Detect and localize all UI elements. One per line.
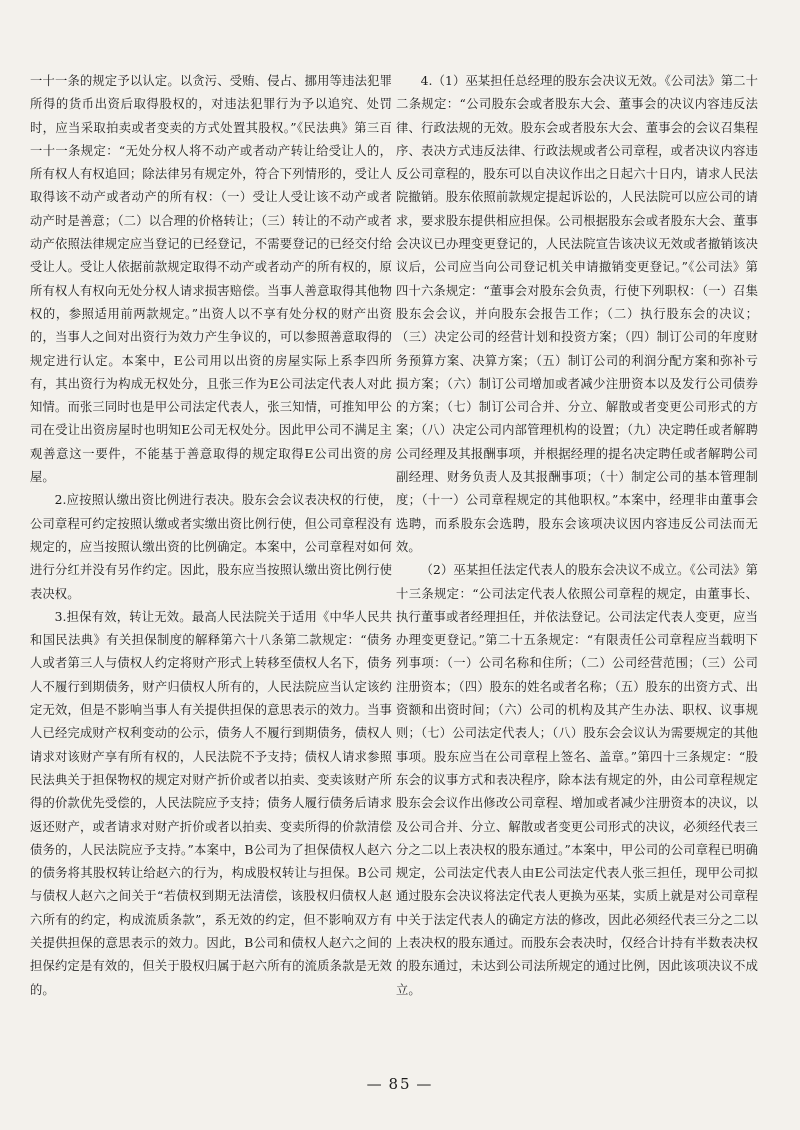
- page-number: 85: [388, 1075, 412, 1093]
- paragraph: 一十一条的规定予以认定。以贪污、受贿、侵占、挪用等违法犯罪所得的货币出资后取得股权的，对违法犯罪行为予以追究、处罚时，应当采取拍卖或者变卖的方式处置其股权。”《民法典》第三百一十一条规定：“无处分权人将不动产或者动产转让给受让人的，所有权人有权追回；除法律另有规定外，符合下列情形的，受让人取得该不动产或者动产的所有权：（一）受让人受让该不动产或者动产时是善意；（二）以合理的价格转让；（三）转让的不动产或者动产依照法律规定应当登记的已经登记，不需要登记的已经交付给受让人。受让人依据前款规定取得不动产或者动产的所有权的，原所有权人有权向无处分权人请求损害赔偿。当事人善意取得其他物权的，参照适用前两款规定。”出资人以不享有处分权的财产出资的，当事人之间对出资行为效力产生争议的，可以参照善意取得的规定进行认定。本案中，E公司用以出资的房屋实际上系李四所有，其出资行为构成无权处分，且张三作为E公司法定代表人对此知情。而张三同时也是甲公司法定代表人，张三知情，可推知甲公司在受让出资房屋时也明知E公司无权处分。因此甲公司不满足主观善意这一要件，不能基于善意取得的规定取得E公司出资的房屋。: [30, 74, 392, 485]
- footer-dash-right: —: [416, 1075, 434, 1093]
- page-footer: [0, 1075, 800, 1093]
- right-column: [396, 70, 758, 1002]
- footer-dash-left: —: [366, 1075, 384, 1093]
- paragraph: 4.（1）巫某担任总经理的股东会决议无效。《公司法》第二十二条规定：“公司股东会或者股东大会、董事会的决议内容违反法律、行政法规的无效。股东会或者股东大会、董事会的会议召集程序、表决方式违反法律、行政法规或者公司章程，或者决议内容违反公司章程的，股东可以自决议作出之日起六十日内，请求人民法院撤销。股东依照前款规定提起诉讼的，人民法院可以应公司的请求，要求股东提供相应担保。公司根据股东会或者股东大会、董事会决议已办理变更登记的，人民法院宣告该决议无效或者撤销该决议后，公司应当向公司登记机关申请撤销变更登记。”《公司法》第四十六条规定：“董事会对股东会负责，行使下列职权：（一）召集股东会会议，并向股东会报告工作；（二）执行股东会的决议；（三）决定公司的经营计划和投资方案；（四）制订公司的年度财务预算方案、决算方案；（五）制订公司的利润分配方案和弥补亏损方案；（六）制订公司增加或者减少注册资本以及发行公司债券的方案；（七）制订公司合并、分立、解散或者变更公司形式的方案；（八）决定公司内部管理机构的设置；（九）决定聘任或者解聘公司经理及其报酬事项，并根据经理的提名决定聘任或者解聘公司副经理、财务负责人及其报酬事项；（十）制定公司的基本管理制度；（十一）公司章程规定的其他职权。”本案中，经理非由董事会选聘，而系股东会选聘，股东会该项决议因内容违反公司法而无效。: [396, 74, 758, 554]
- paragraph: 2.应按照认缴出资比例进行表决。股东会会议表决权的行使，公司章程可约定按照认缴或者实缴出资比例行使，但公司章程没有规定的，应当按照认缴出资的比例确定。本案中，公司章程对如何进行分红并没有另作约定。因此，股东应当按照认缴出资比例行使表决权。: [30, 493, 392, 601]
- paragraph: 3.担保有效，转让无效。最高人民法院关于适用《中华人民共和国民法典》有关担保制度的解释第六十八条第二款规定：“债务人或者第三人与债权人约定将财产形式上转移至债权人名下，债务人不履行到期债务，财产归债权人所有的，人民法院应当认定该约定无效，但是不影响当事人有关提供担保的意思表示的效力。当事人已经完成财产权利变动的公示，债务人不履行到期债务，债权人请求对该财产享有所有权的，人民法院不予支持；债权人请求参照民法典关于担保物权的规定对财产折价或者以拍卖、变卖该财产所得的价款优先受偿的，人民法院应予支持；债务人履行债务后请求返还财产，或者请求对财产折价或者以拍卖、变卖所得的价款清偿债务的，人民法院应予支持。”本案中，B公司为了担保债权人赵六的债务将其股权转让给赵六的行为，构成股权转让与担保。B公司与债权人赵六之间关于“若债权到期无法清偿，该股权归债权人赵六所有的约定，构成流质条款”，系无效的约定，但不影响双方有关提供担保的意思表示的效力。因此，B公司和债权人赵六之间的担保约定是有效的，但关于股权归属于赵六所有的流质条款是无效的。: [30, 609, 392, 997]
- paragraph: （2）巫某担任法定代表人的股东会决议不成立。《公司法》第十三条规定：“公司法定代表人依照公司章程的规定，由董事长、执行董事或者经理担任，并依法登记。公司法定代表人变更，应当办理变更登记。”第二十五条规定：“有限责任公司章程应当载明下列事项：（一）公司名称和住所；（二）公司经营范围；（三）公司注册资本；（四）股东的姓名或者名称；（五）股东的出资方式、出资额和出资时间；（六）公司的机构及其产生办法、职权、议事规则；（七）公司法定代表人；（八）股东会会议认为需要规定的其他事项。股东应当在公司章程上签名、盖章。”第四十三条规定：“股东会的议事方式和表决程序，除本法有规定的外，由公司章程规定股东会会议作出修改公司章程、增加或者减少注册资本的决议，以及公司合并、分立、解散或者变更公司形式的决议，必须经代表三分之二以上表决权的股东通过。”本案中，甲公司的公司章程已明确规定，公司法定代表人由E公司法定代表人张三担任，现甲公司拟通过股东会决议将法定代表人更换为巫某，实质上就是对公司章程中关于法定代表人的确定方法的修改，因此必须经代表三分之二以上表决权的股东通过。而股东会表决时，仅经合计持有半数表决权的股东通过，未达到公司法所规定的通过比例，因此该项决议不成立。: [396, 563, 758, 997]
- left-column: [30, 70, 392, 1002]
